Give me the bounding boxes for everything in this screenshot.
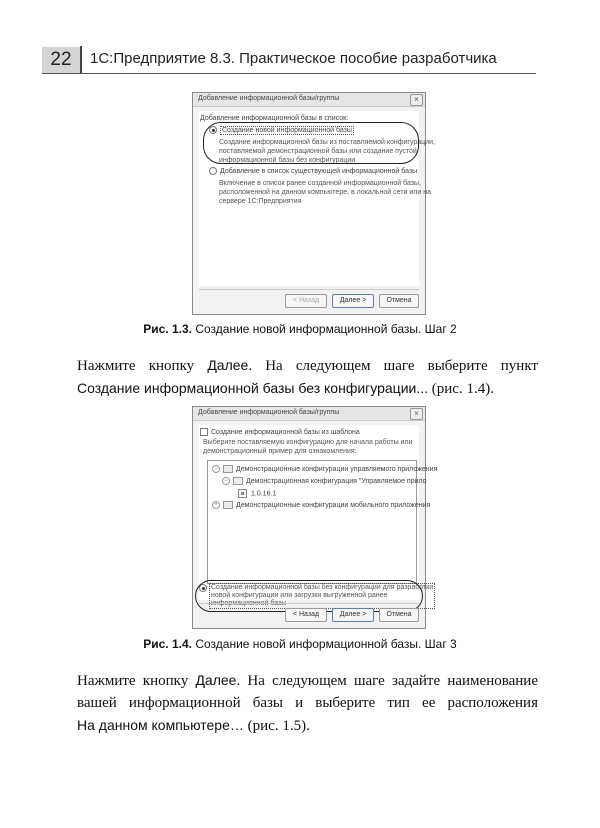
dialog-title: Добавление информационной базы/группы — [198, 409, 340, 416]
option-add-description — [219, 179, 431, 206]
tree-node-label: Демонстрационная конфигурация "Управляемое прило — [246, 477, 427, 485]
configuration-icon — [238, 489, 247, 498]
close-icon[interactable]: × — [410, 94, 423, 106]
tree-node[interactable] — [238, 489, 276, 498]
menu-item-reference: Создание информационной базы без конфигурации... — [77, 380, 429, 396]
text-run: . На следующем шаге задайте наименование — [236, 673, 538, 689]
tree-node-label: 1.0.16.1 — [251, 490, 277, 498]
folder-icon — [233, 477, 243, 485]
checkbox-icon[interactable] — [200, 428, 208, 436]
radio-icon[interactable] — [209, 167, 217, 175]
page-number: 22 — [42, 47, 80, 73]
paragraph-line — [77, 714, 538, 737]
option-from-template[interactable] — [200, 428, 360, 436]
folder-icon — [223, 501, 233, 509]
desc-line: Выберите поставляемую конфигурацию для начала работы или — [203, 439, 413, 446]
dialog-buttons — [285, 608, 419, 622]
running-title: 1С:Предприятие 8.3. Практическое пособие разработчика — [90, 50, 497, 67]
figure-1-4-dialog — [192, 406, 438, 629]
cancel-button[interactable]: Отмена — [379, 294, 419, 308]
close-icon[interactable]: × — [410, 408, 423, 420]
caption-number: Рис. 1.4. — [143, 637, 192, 651]
desc-line: информационной базы без конфигурации — [219, 157, 356, 164]
label-line: новой конфигурации или загрузки выгруженной ранее — [211, 592, 388, 599]
caption-number: Рис. 1.3. — [143, 322, 192, 336]
button-separator — [199, 603, 419, 604]
caption-text: Создание новой информационной базы. Шаг 2 — [195, 322, 457, 336]
tree-node-label: Демонстрационные конфигурации управляемого приложения — [236, 465, 438, 473]
text-run: . На следующем шаге выберите пункт — [248, 358, 538, 374]
next-button[interactable]: Далее > — [332, 294, 374, 308]
option-create-new-label: Создание новой информационной базы — [222, 126, 352, 134]
tree-node[interactable] — [222, 477, 427, 485]
desc-line: сервере 1С:Предприятия — [219, 198, 302, 205]
tree-node[interactable] — [212, 501, 430, 509]
back-button[interactable]: < Назад — [285, 294, 327, 308]
figure-1-3-caption — [0, 322, 600, 336]
header-rule — [42, 73, 536, 74]
desc-line: расположенной на данном компьютере, в локальной сети или на — [219, 189, 431, 196]
dialog-buttons — [285, 294, 419, 308]
back-button[interactable]: < Назад — [285, 608, 327, 622]
option-from-template-label: Создание информационной базы из шаблона — [211, 428, 360, 436]
folder-icon — [223, 465, 233, 473]
desc-line: Включение в список ранее созданной информационной базы, — [219, 180, 421, 187]
paragraph-1 — [77, 354, 538, 400]
caption-text: Создание новой информационной базы. Шаг 3 — [195, 637, 457, 651]
text-run: Нажмите кнопку — [77, 358, 208, 374]
expand-icon[interactable]: + — [212, 501, 220, 509]
button-reference: Далее — [207, 357, 249, 373]
tree-node-label: Демонстрационные конфигурации мобильного приложения — [236, 501, 431, 509]
figure-1-3-dialog — [192, 92, 435, 315]
dialog-title: Добавление информационной базы/группы — [198, 95, 340, 102]
collapse-icon[interactable]: − — [212, 465, 220, 473]
header-separator — [80, 46, 82, 74]
next-button[interactable]: Далее > — [332, 608, 374, 622]
dialog-prompt: Добавление информационной базы в список: — [200, 115, 349, 122]
collapse-icon[interactable]: − — [222, 477, 230, 485]
button-reference: Далее — [195, 672, 237, 688]
highlight-ellipse — [203, 122, 419, 164]
option-add-existing[interactable] — [209, 167, 417, 175]
paragraph-line — [77, 354, 538, 377]
desc-line: демонстрационный пример для ознакомления: — [203, 448, 357, 455]
figure-1-4-caption — [0, 637, 600, 651]
text-run: (рис. 1.5). — [243, 718, 310, 734]
desc-line: Создание информационной базы из поставляемой конфигурации, — [219, 139, 435, 146]
tree-node[interactable] — [212, 465, 437, 473]
option-add-existing-label: Добавление в список существующей информационной базы — [220, 167, 418, 175]
dialog-titlebar — [193, 93, 425, 107]
cancel-button[interactable]: Отмена — [379, 608, 419, 622]
text-run: Нажмите кнопку — [77, 673, 196, 689]
button-separator — [199, 289, 419, 290]
desc-line: поставляемой демонстрационной базы или создание пустой — [219, 148, 417, 155]
dialog-body — [199, 425, 438, 600]
template-tree[interactable] — [207, 460, 438, 584]
paragraph-line: вашей информационной базы и выберите тип ее расположения — [77, 695, 538, 711]
paragraph-line — [77, 377, 538, 400]
template-prompt — [203, 438, 412, 456]
paragraph-2 — [77, 669, 538, 737]
dialog-titlebar — [193, 407, 425, 421]
paragraph-line — [77, 669, 538, 692]
label-line: Создание информационной базы без конфигурации для разработки — [211, 584, 434, 591]
text-run: (рис. 1.4). — [428, 381, 494, 397]
option-reference: На данном компьютере… — [77, 717, 244, 733]
